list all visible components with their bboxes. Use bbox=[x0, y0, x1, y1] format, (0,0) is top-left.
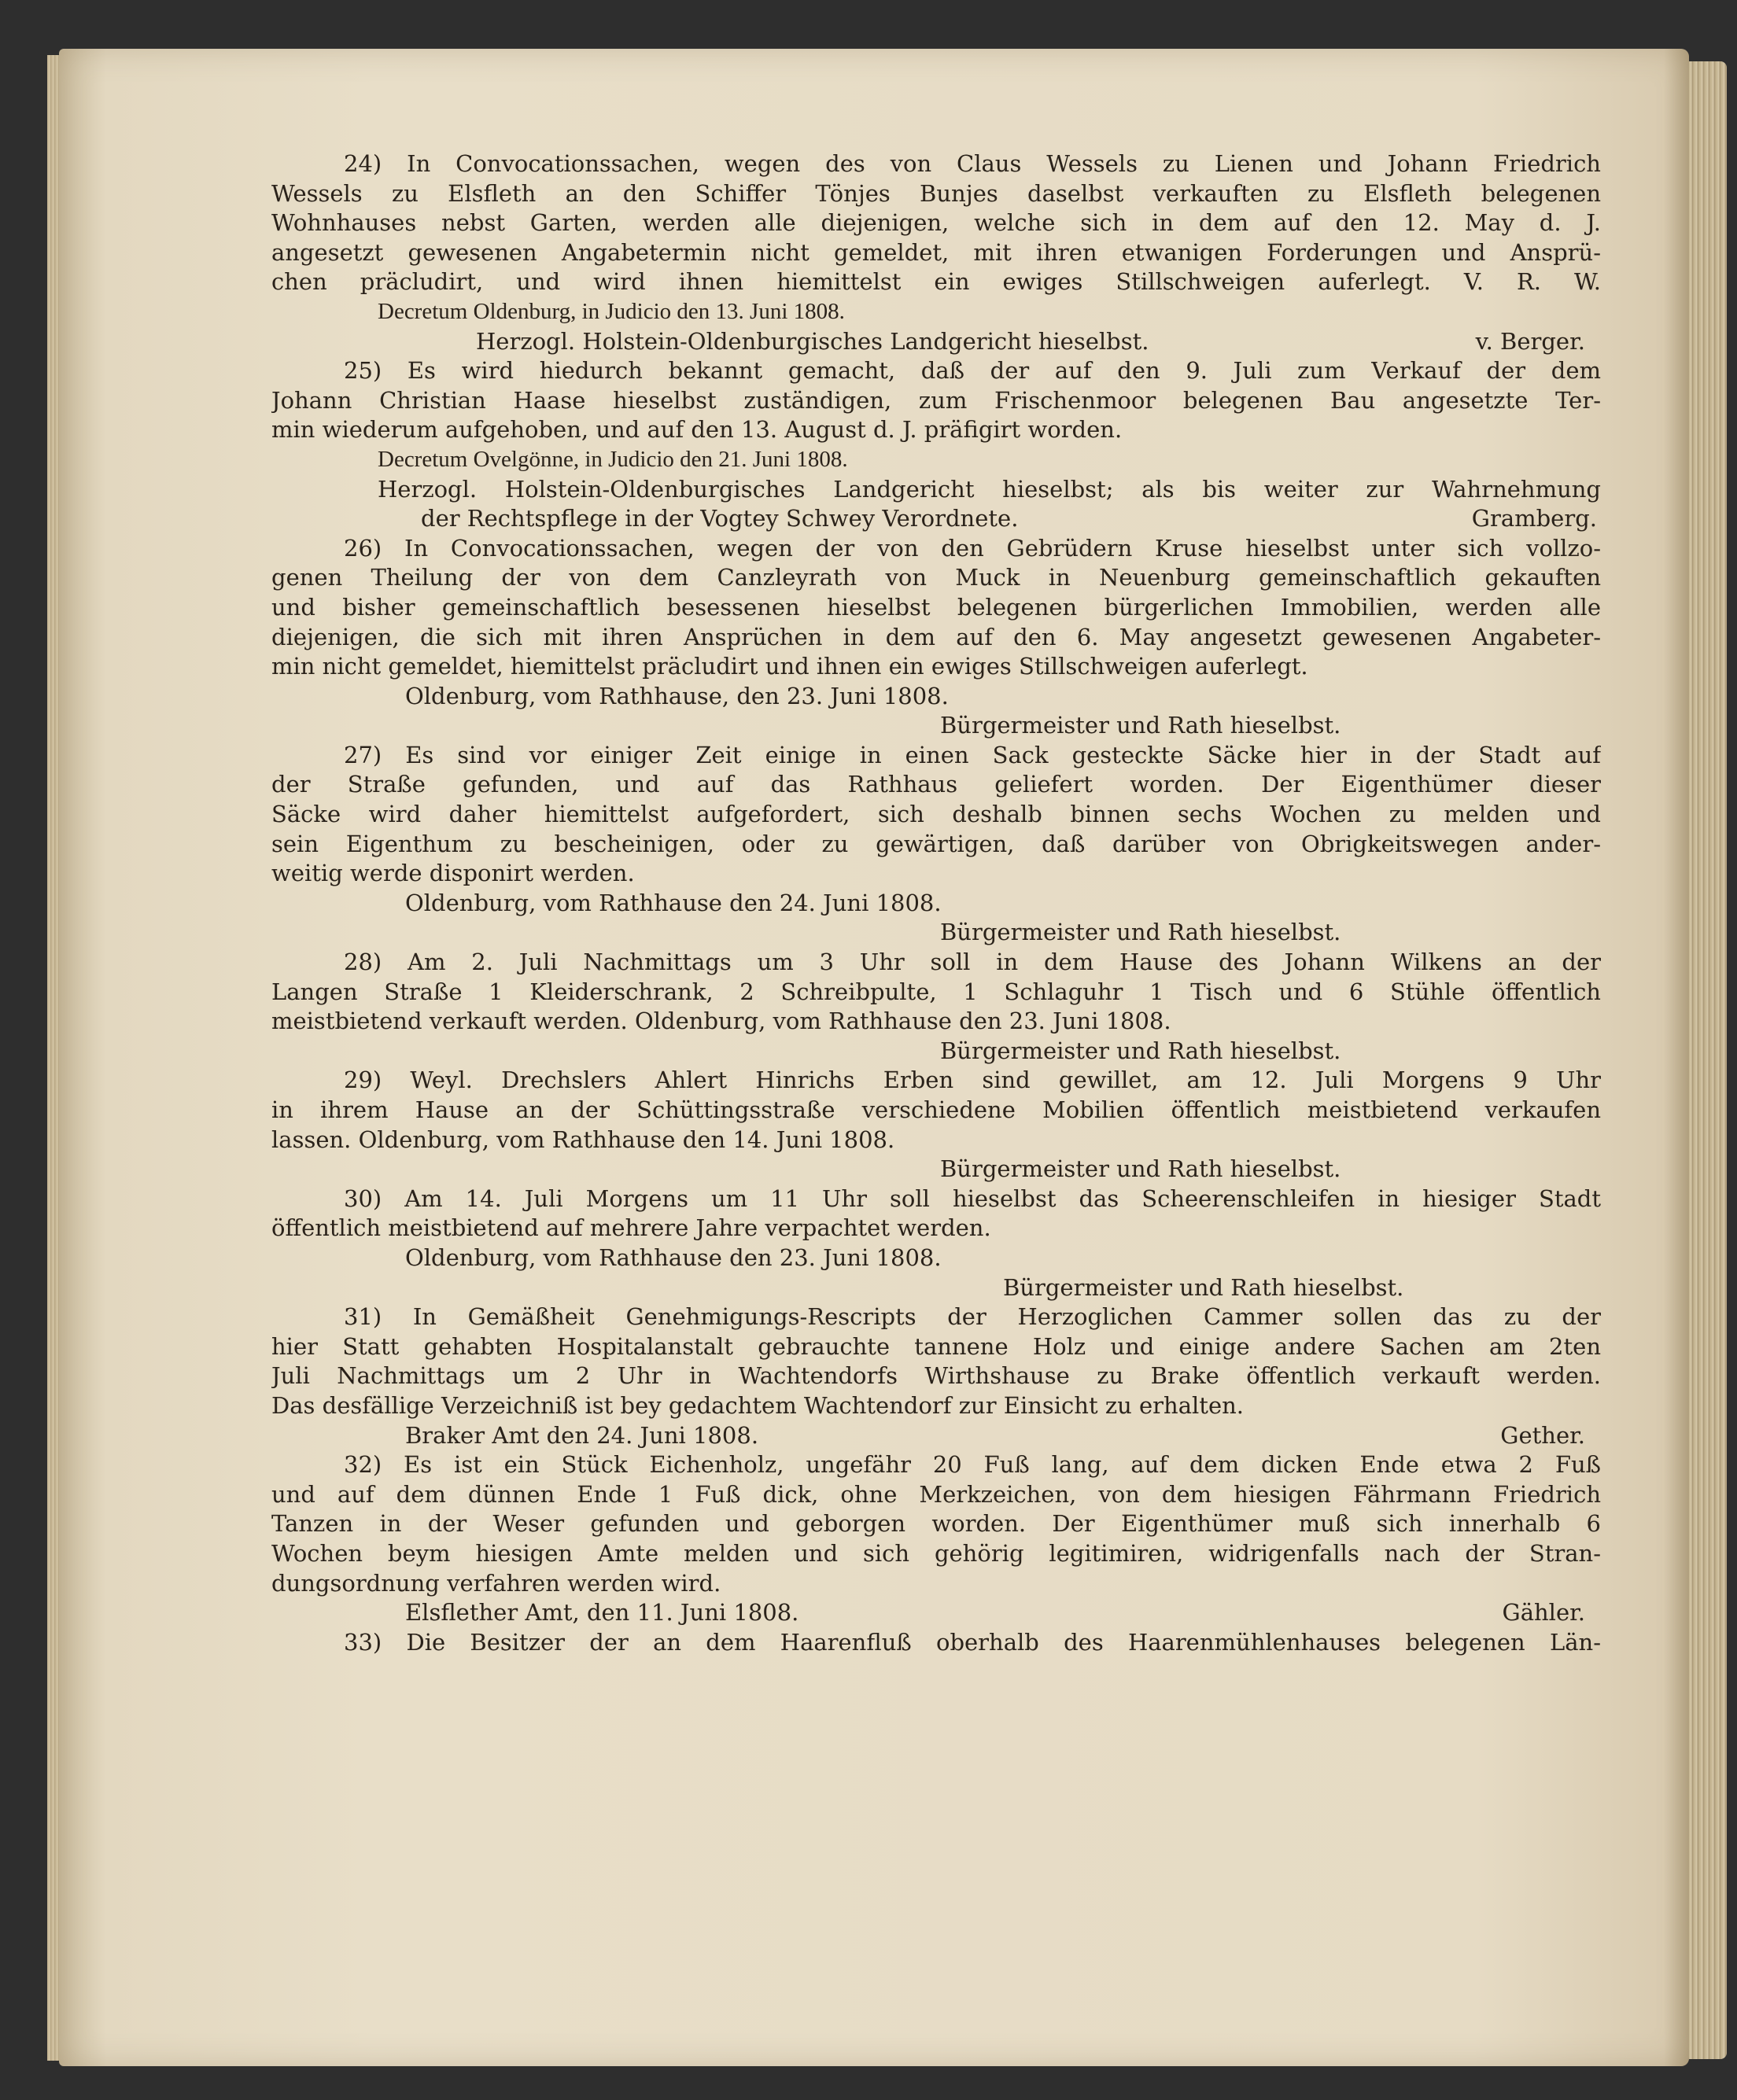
text-line: diejenigen, die sich mit ihren Ansprüchen in dem auf den 6. May angesetzt gewesenen Angabeter- bbox=[271, 623, 1601, 650]
signature-line: Bürgermeister und Rath hieselbst. bbox=[1003, 1273, 1404, 1301]
text-line: Johann Christian Haase hieselbst zuständigen, zum Frischenmoor belegenen Bau angesetzte Ter- bbox=[271, 386, 1601, 414]
signature: v. Berger. bbox=[1475, 327, 1585, 355]
text-line: sein Eigenthum zu bescheinigen, oder zu gewärtigen, daß darüber von Obrigkeitswegen ander- bbox=[271, 830, 1601, 857]
text-line: angesetzt gewesenen Angabetermin nicht gemeldet, mit ihren etwanigen Forderungen und Ansprü- bbox=[271, 238, 1601, 266]
document-text bbox=[271, 149, 1601, 1657]
signature-line: Bürgermeister und Rath hieselbst. bbox=[940, 712, 1341, 739]
text-line: öffentlich meistbietend auf mehrere Jahre verpachtet werden. bbox=[271, 1214, 991, 1242]
text-line: weitig werde disponirt werden. bbox=[271, 860, 635, 887]
text-line: min nicht gemeldet, hiemittelst präcludirt und ihnen ein ewiges Stillschweigen auferlegt. bbox=[271, 653, 1308, 680]
signature-line: Bürgermeister und Rath hieselbst. bbox=[940, 1155, 1341, 1183]
text-line: Tanzen in der Weser gefunden und geborgen worden. Der Eigenthümer muß sich innerhalb 6 bbox=[271, 1510, 1601, 1538]
text-line: Wessels zu Elsfleth an den Schiffer Tönjes Bunjes daselbst verkauften zu Elsfleth belegenen bbox=[271, 179, 1601, 207]
text-line: Säcke wird daher hiemittelst aufgefordert, sich deshalb binnen sechs Wochen zu melden und bbox=[271, 801, 1601, 828]
text-line: 33) Die Besitzer der an dem Haarenfluß oberhalb des Haarenmühlenhauses belegenen Län- bbox=[344, 1628, 1601, 1656]
page-stack-edges bbox=[1689, 61, 1727, 2059]
text-line: lassen. Oldenburg, vom Rathhause den 14. Juni 1808. bbox=[271, 1126, 895, 1153]
deputy-text: der Rechtspflege in der Vogtey Schwey Verordnete. bbox=[421, 505, 1019, 532]
text-line: meistbietend verkauft werden. Oldenburg, vom Rathhause den 23. Juni 1808. bbox=[271, 1008, 1171, 1035]
signature-line bbox=[271, 327, 1601, 357]
text-line: Oldenburg, vom Rathhause den 23. Juni 1808. bbox=[405, 1243, 942, 1271]
text-line: 31) In Gemäßheit Genehmigungs-Rescripts der Herzoglichen Cammer sollen das zu der bbox=[344, 1303, 1601, 1331]
signature-line bbox=[271, 1598, 1601, 1628]
text-line: 30) Am 14. Juli Morgens um 11 Uhr soll hieselbst das Scheerenschleifen in hiesiger Stadt bbox=[344, 1184, 1601, 1212]
text-line: 24) In Convocationssachen, wegen des von Claus Wessels zu Lienen und Johann Friedrich bbox=[344, 150, 1601, 177]
signature: Gähler. bbox=[1502, 1599, 1585, 1627]
signature-line bbox=[271, 1421, 1601, 1451]
text-line: hier Statt gehabten Hospitalanstalt gebrauchte tannene Holz und einige andere Sachen am 2ten bbox=[271, 1332, 1601, 1360]
text-line: der Straße gefunden, und auf das Rathhaus geliefert worden. Der Eigenthümer dieser bbox=[271, 771, 1601, 798]
signature-line bbox=[271, 504, 1601, 534]
text-line: 29) Weyl. Drechslers Ahlert Hinrichs Erben sind gewillet, am 12. Juli Morgens 9 Uhr bbox=[344, 1067, 1601, 1094]
text-line: 26) In Convocationssachen, wegen der von den Gebrüdern Kruse hieselbst unter sich vollzo- bbox=[344, 534, 1601, 562]
office-date: Elsflether Amt, den 11. Juni 1808. bbox=[405, 1599, 799, 1627]
signature: Gether. bbox=[1500, 1421, 1585, 1449]
text-line: 25) Es wird hiedurch bekannt gemacht, daß der auf den 9. Juli zum Verkauf der dem bbox=[344, 357, 1601, 385]
text-line: in ihrem Hause an der Schüttingsstraße verschiedene Mobilien öffentlich meistbietend verkaufen bbox=[271, 1096, 1601, 1123]
signature-line: Bürgermeister und Rath hieselbst. bbox=[940, 1037, 1341, 1064]
text-line: Wohnhauses nebst Garten, werden alle diejenigen, welche sich in dem auf den 12. May d. J. bbox=[271, 209, 1601, 237]
text-line: und bisher gemeinschaftlich besessenen hieselbst belegenen bürgerlichen Immobilien, werden alle bbox=[271, 593, 1601, 621]
text-line: dungsordnung verfahren werden wird. bbox=[271, 1569, 721, 1597]
text-line: genen Theilung der von dem Canzleyrath von Muck in Neuenburg gemeinschaftlich gekauften bbox=[271, 564, 1601, 591]
text-line: und auf dem dünnen Ende 1 Fuß dick, ohne Merkzeichen, von dem hiesigen Fährmann Friedrich bbox=[271, 1480, 1601, 1508]
text-line: Oldenburg, vom Rathhause, den 23. Juni 1808. bbox=[405, 682, 949, 709]
text-line: Decretum Oldenburg, in Judicio den 13. Juni 1808. bbox=[378, 298, 845, 324]
text-line: Das desfällige Verzeichniß ist bey gedachtem Wachtendorf zur Einsicht zu erhalten. bbox=[271, 1391, 1244, 1419]
text-line: Herzogl. Holstein-Oldenburgisches Landgericht hieselbst; als bis weiter zur Wahrnehmung bbox=[378, 475, 1601, 503]
text-line: Decretum Ovelgönne, in Judicio den 21. Juni 1808. bbox=[378, 446, 848, 472]
text-line: Oldenburg, vom Rathhause den 24. Juni 1808. bbox=[405, 889, 942, 916]
signature: Gramberg. bbox=[1471, 505, 1597, 532]
text-line: 27) Es sind vor einiger Zeit einige in einen Sack gesteckte Säcke hier in der Stadt auf bbox=[344, 741, 1601, 768]
text-line: min wiederum aufgehoben, und auf den 13. August d. J. präfigirt worden. bbox=[271, 416, 1123, 444]
court-name: Herzogl. Holstein-Oldenburgisches Landgericht hieselbst. bbox=[476, 327, 1149, 355]
text-line: chen präcludirt, und wird ihnen hiemittelst ein ewiges Stillschweigen auferlegt. V. R. W. bbox=[271, 268, 1601, 296]
text-line: Juli Nachmittags um 2 Uhr in Wachtendorfs Wirthshause zu Brake öffentlich verkauft werden. bbox=[271, 1362, 1601, 1390]
office-date: Braker Amt den 24. Juni 1808. bbox=[405, 1421, 759, 1449]
signature-line: Bürgermeister und Rath hieselbst. bbox=[940, 919, 1341, 946]
text-line: 32) Es ist ein Stück Eichenholz, ungefähr 20 Fuß lang, auf dem dicken Ende etwa 2 Fuß bbox=[344, 1451, 1601, 1479]
text-line: Wochen beym hiesigen Amte melden und sich gehörig legitimiren, widrigenfalls nach der Stran- bbox=[271, 1539, 1601, 1567]
text-line: 28) Am 2. Juli Nachmittags um 3 Uhr soll in dem Hause des Johann Wilkens an der bbox=[344, 949, 1601, 976]
text-line: Langen Straße 1 Kleiderschrank, 2 Schreibpulte, 1 Schlaguhr 1 Tisch und 6 Stühle öffentlich bbox=[271, 978, 1601, 1005]
